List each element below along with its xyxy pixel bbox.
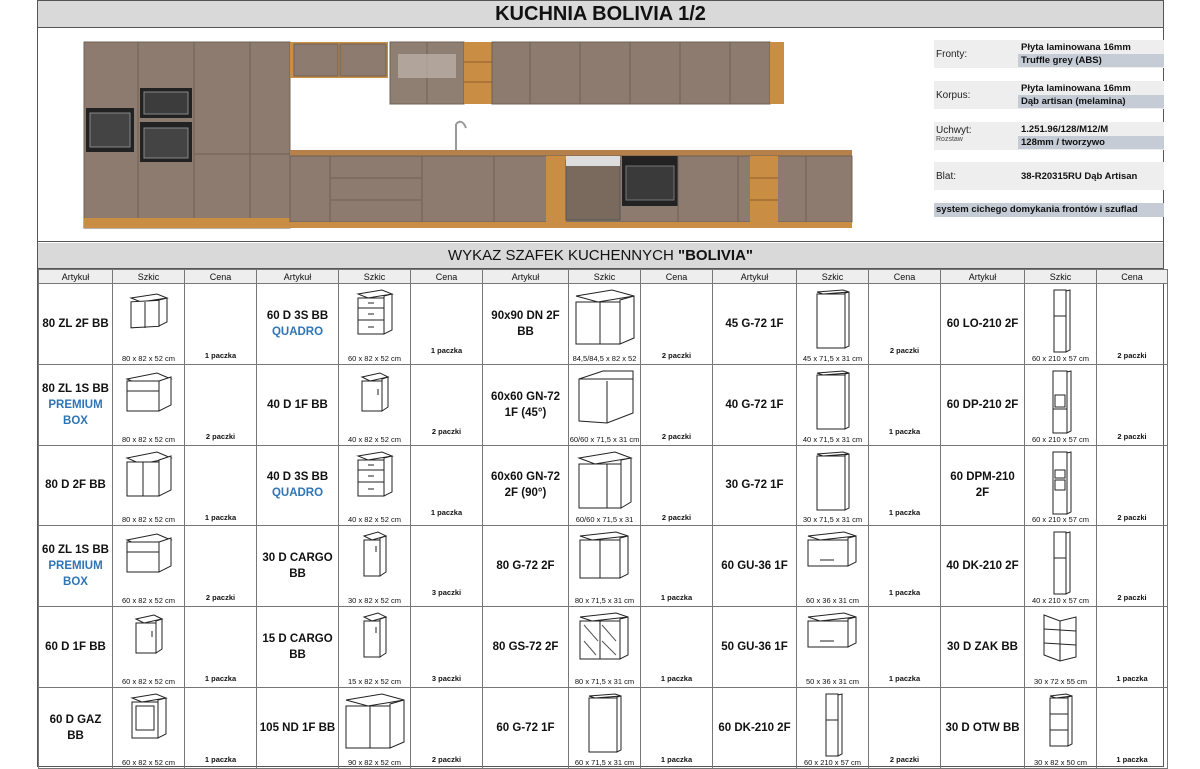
package-count: 1 paczka <box>204 512 237 522</box>
dimensions: 60 x 210 x 57 cm <box>1031 434 1090 444</box>
price-cell <box>869 687 941 768</box>
package-count: 2 paczki <box>431 754 462 764</box>
package-count: 2 paczki <box>1117 351 1147 360</box>
sketch-cell <box>797 687 869 768</box>
page-title: KUCHNIA BOLIVIA 1/2 <box>38 1 1163 28</box>
dimensions: 60/60 x 71,5 x 31 cm <box>569 434 640 444</box>
article-name: 60x60 GN-72 1F (45°) <box>490 390 561 419</box>
dimensions: 30 x 72 x 55 cm <box>1034 676 1087 686</box>
sketch-cell <box>339 526 411 607</box>
dimensions: 30 x 82 x 52 cm <box>348 596 401 606</box>
column-header: Szkic <box>1025 270 1097 284</box>
article-name: 80 ZL 2F BB <box>42 317 109 330</box>
spec-value-line1: 1.251.96/128/M12/M <box>1021 124 1109 135</box>
dimensions: 60 x 82 x 52 cm <box>348 353 401 363</box>
table-row <box>39 607 1168 688</box>
dimensions: 40 x 82 x 52 cm <box>348 515 401 525</box>
package-count: 2 paczki <box>431 426 462 436</box>
article-cell <box>713 364 797 445</box>
spec-value-line2: 128mm / tworzywo <box>1018 136 1164 149</box>
price-cell <box>411 284 483 365</box>
sketch-cell <box>569 445 641 526</box>
dimensions: 60 x 210 x 57 cm <box>1031 353 1090 363</box>
article-cell <box>39 687 113 768</box>
dimensions: 60 x 36 x 31 cm <box>806 596 859 606</box>
dimensions: 80 x 71,5 x 31 cm <box>574 596 635 606</box>
sketch-cell <box>1025 364 1097 445</box>
table-row <box>39 687 1168 768</box>
article-cell <box>483 445 569 526</box>
article-cell <box>39 364 113 445</box>
article-cell <box>257 687 339 768</box>
price-cell <box>1097 445 1168 526</box>
package-count: 2 paczki <box>661 431 692 441</box>
article-name: 60 G-72 1F <box>496 721 555 734</box>
kitchen-illustration <box>82 40 862 230</box>
article-cell <box>39 284 113 365</box>
article-cell <box>483 607 569 688</box>
sketch-cell <box>1025 607 1097 688</box>
table-row <box>39 284 1168 365</box>
article-name: 40 DK-210 2F <box>946 560 1019 573</box>
dimensions: 80 x 82 x 52 cm <box>122 353 175 363</box>
article-name: 60x60 GN-72 2F (90°) <box>490 471 561 500</box>
sketch-cell <box>1025 445 1097 526</box>
article-cell <box>713 607 797 688</box>
article-name: 30 D CARGO BB <box>262 552 333 581</box>
article-cell <box>941 364 1025 445</box>
package-count: 2 paczki <box>661 351 692 360</box>
article-name: 30 D OTW BB <box>945 721 1020 734</box>
package-count: 3 paczki <box>431 674 462 684</box>
dimensions: 40 x 71,5 x 31 cm <box>802 434 863 444</box>
sketch-cell <box>569 687 641 768</box>
article-name: 50 GU-36 1F <box>721 641 788 654</box>
sketch-cell <box>113 445 185 526</box>
package-count: 1 paczka <box>1116 674 1148 684</box>
sketch-cell <box>339 364 411 445</box>
sketch-cell <box>339 607 411 688</box>
dimensions: 50 x 36 x 31 cm <box>806 676 859 686</box>
price-cell <box>1097 687 1168 768</box>
dimensions: 60 x 82 x 52 cm <box>122 757 175 767</box>
price-cell <box>411 364 483 445</box>
article-cell <box>483 364 569 445</box>
package-count: 3 paczki <box>431 588 462 598</box>
article-name: 30 G-72 1F <box>725 479 784 492</box>
spec-label: Fronty: <box>936 48 968 60</box>
cabinet-table <box>38 269 1168 769</box>
price-cell <box>185 364 257 445</box>
price-cell <box>869 445 941 526</box>
article-cell <box>257 607 339 688</box>
sketch-cell <box>569 607 641 688</box>
column-header: Cena <box>185 270 257 284</box>
dimensions: 60/60 x 71,5 x 31 <box>575 515 634 525</box>
article-name: 40 G-72 1F <box>725 398 784 411</box>
spec-label: Korpus: <box>936 89 971 101</box>
column-header: Szkic <box>339 270 411 284</box>
price-cell <box>1097 526 1168 607</box>
price-cell <box>185 607 257 688</box>
package-count: 2 paczki <box>661 512 692 522</box>
table-row <box>39 526 1168 607</box>
package-count: 1 paczka <box>660 754 693 764</box>
sketch-cell <box>113 687 185 768</box>
sketch-cell <box>1025 687 1097 768</box>
spec-value-line1: Płyta laminowana 16mm <box>1021 83 1131 94</box>
sketch-cell <box>797 607 869 688</box>
price-cell <box>641 687 713 768</box>
package-count: 1 paczka <box>888 674 921 684</box>
dimensions: 80 x 71,5 x 31 cm <box>574 676 635 686</box>
sketch-cell <box>339 445 411 526</box>
package-count: 1 paczka <box>888 507 921 517</box>
article-cell <box>483 687 569 768</box>
sketch-cell <box>113 284 185 365</box>
price-cell <box>185 526 257 607</box>
sketch-cell <box>797 364 869 445</box>
column-header: Cena <box>641 270 713 284</box>
price-cell <box>1097 364 1168 445</box>
price-cell <box>641 526 713 607</box>
article-name: 60 DPM-210 2F <box>950 471 1015 500</box>
price-cell <box>185 445 257 526</box>
dimensions: 40 x 210 x 57 cm <box>1031 596 1090 606</box>
article-name: 60 D 3S BB <box>266 309 329 322</box>
article-cell <box>713 284 797 365</box>
column-header: Artykuł <box>941 270 1025 284</box>
column-header: Szkic <box>569 270 641 284</box>
price-cell <box>185 284 257 365</box>
article-cell <box>941 445 1025 526</box>
catalog-sheet <box>37 0 1164 767</box>
package-count: 1 paczka <box>888 426 921 436</box>
price-cell <box>641 364 713 445</box>
article-cell <box>39 445 113 526</box>
table-row <box>39 364 1168 445</box>
package-count: 1 paczka <box>204 674 237 684</box>
price-cell <box>411 445 483 526</box>
article-variant: QUADRO <box>271 487 324 500</box>
article-cell <box>713 526 797 607</box>
sketch-cell <box>113 526 185 607</box>
column-header: Artykuł <box>483 270 569 284</box>
dimensions: 60 x 210 x 57 cm <box>1031 515 1090 525</box>
column-header: Cena <box>1097 270 1168 284</box>
column-header: Szkic <box>113 270 185 284</box>
article-cell <box>257 526 339 607</box>
article-name: 90x90 DN 2F BB <box>491 309 560 338</box>
price-cell <box>1097 607 1168 688</box>
dimensions: 60 x 82 x 52 cm <box>122 676 175 686</box>
article-cell <box>257 284 339 365</box>
article-name: 80 D 2F BB <box>45 479 106 492</box>
article-cell <box>713 445 797 526</box>
package-count: 2 paczki <box>1117 431 1147 441</box>
sketch-cell <box>569 526 641 607</box>
article-cell <box>257 364 339 445</box>
price-cell <box>641 607 713 688</box>
package-count: 2 paczki <box>889 346 920 355</box>
article-variant: QUADRO <box>271 325 324 338</box>
dimensions: 45 x 71,5 x 31 cm <box>802 353 863 363</box>
article-name: 60 DK-210 2F <box>718 721 791 734</box>
package-count: 1 paczka <box>660 674 693 684</box>
sketch-cell <box>569 364 641 445</box>
spec-label: Uchwyt: Rozstaw <box>936 125 972 143</box>
article-cell <box>941 284 1025 365</box>
spec-label: Blat: <box>936 170 957 182</box>
package-count: 2 paczki <box>1117 593 1147 603</box>
package-count: 1 paczka <box>660 593 693 603</box>
article-cell <box>483 284 569 365</box>
price-cell <box>411 526 483 607</box>
dimensions: 40 x 82 x 52 cm <box>348 434 401 444</box>
article-name: 30 D ZAK BB <box>947 641 1018 654</box>
dimensions: 80 x 82 x 52 cm <box>122 434 175 444</box>
article-name: 80 G-72 2F <box>496 560 555 573</box>
article-variant: PREMIUM BOX <box>48 560 103 589</box>
package-count: 1 paczka <box>204 754 237 764</box>
column-header: Szkic <box>797 270 869 284</box>
price-cell <box>641 445 713 526</box>
dimensions: 60 x 82 x 52 cm <box>122 596 175 606</box>
dimensions: 30 x 82 x 50 cm <box>1034 757 1087 767</box>
price-cell <box>869 284 941 365</box>
package-count: 2 paczki <box>889 754 920 764</box>
article-name: 60 D 1F BB <box>45 641 106 654</box>
article-variant: PREMIUM BOX <box>48 398 103 427</box>
article-name: 60 D GAZ BB <box>49 713 102 742</box>
price-cell <box>869 364 941 445</box>
article-name: 40 D 1F BB <box>267 398 328 411</box>
spec-value-line2: Truffle grey (ABS) <box>1018 54 1164 67</box>
article-cell <box>941 687 1025 768</box>
sketch-cell <box>113 364 185 445</box>
article-cell <box>257 445 339 526</box>
table-row <box>39 445 1168 526</box>
article-name: 40 D 3S BB <box>266 471 329 484</box>
dimensions: 15 x 82 x 52 cm <box>348 676 401 686</box>
sketch-cell <box>113 607 185 688</box>
sketch-cell <box>339 687 411 768</box>
price-cell <box>411 687 483 768</box>
price-cell <box>869 526 941 607</box>
sketch-cell <box>1025 526 1097 607</box>
article-cell <box>483 526 569 607</box>
column-header: Cena <box>869 270 941 284</box>
dimensions: 80 x 82 x 52 cm <box>122 515 175 525</box>
price-cell <box>411 607 483 688</box>
list-title: WYKAZ SZAFEK KUCHENNYCH "BOLIVIA" <box>38 243 1163 269</box>
package-count: 2 paczki <box>205 593 236 603</box>
spec-value-line2: Dąb artisan (melamina) <box>1018 95 1164 108</box>
sketch-cell <box>797 526 869 607</box>
article-name: 60 DP-210 2F <box>946 398 1019 411</box>
package-count: 1 paczka <box>204 351 237 360</box>
sketch-cell <box>797 445 869 526</box>
article-name: 80 ZL 1S BB <box>42 382 109 395</box>
article-name: 45 G-72 1F <box>725 317 784 330</box>
dimensions: 60 x 210 x 57 cm <box>803 757 862 767</box>
price-cell <box>641 284 713 365</box>
column-header: Artykuł <box>713 270 797 284</box>
package-count: 1 paczka <box>430 507 463 517</box>
article-name: 60 LO-210 2F <box>946 317 1019 330</box>
package-count: 1 paczka <box>430 346 463 355</box>
package-count: 2 paczki <box>1117 512 1147 522</box>
column-header: Artykuł <box>257 270 339 284</box>
article-name: 15 D CARGO BB <box>262 633 333 662</box>
price-cell <box>185 687 257 768</box>
article-cell <box>713 687 797 768</box>
dimensions: 90 x 82 x 52 cm <box>348 757 401 767</box>
article-cell <box>941 526 1025 607</box>
article-cell <box>39 607 113 688</box>
dimensions: 84,5/84,5 x 82 x 52 <box>572 353 637 363</box>
price-cell <box>869 607 941 688</box>
article-name: 105 ND 1F BB <box>259 721 336 734</box>
spec-value-line1: Płyta laminowana 16mm <box>1021 42 1131 53</box>
sketch-cell <box>1025 284 1097 365</box>
package-count: 2 paczki <box>205 431 236 441</box>
spec-value-line1: 38-R20315RU Dąb Artisan <box>1021 171 1138 182</box>
dimensions: 60 x 71,5 x 31 cm <box>574 757 635 767</box>
dimensions: 30 x 71,5 x 31 cm <box>802 515 863 525</box>
sketch-cell <box>339 284 411 365</box>
package-count: 1 paczka <box>888 588 921 598</box>
kitchen-overview <box>38 28 1163 242</box>
article-name: 80 GS-72 2F <box>492 641 559 654</box>
column-header: Cena <box>411 270 483 284</box>
article-name: 60 ZL 1S BB <box>42 544 109 557</box>
column-header: Artykuł <box>39 270 113 284</box>
sketch-cell <box>797 284 869 365</box>
article-cell <box>39 526 113 607</box>
article-cell <box>941 607 1025 688</box>
spec-note: system cichego domykania frontów i szuflad <box>934 203 1164 217</box>
sketch-cell <box>569 284 641 365</box>
package-count: 1 paczka <box>1116 754 1148 764</box>
price-cell <box>1097 284 1168 365</box>
article-name: 60 GU-36 1F <box>721 560 788 573</box>
